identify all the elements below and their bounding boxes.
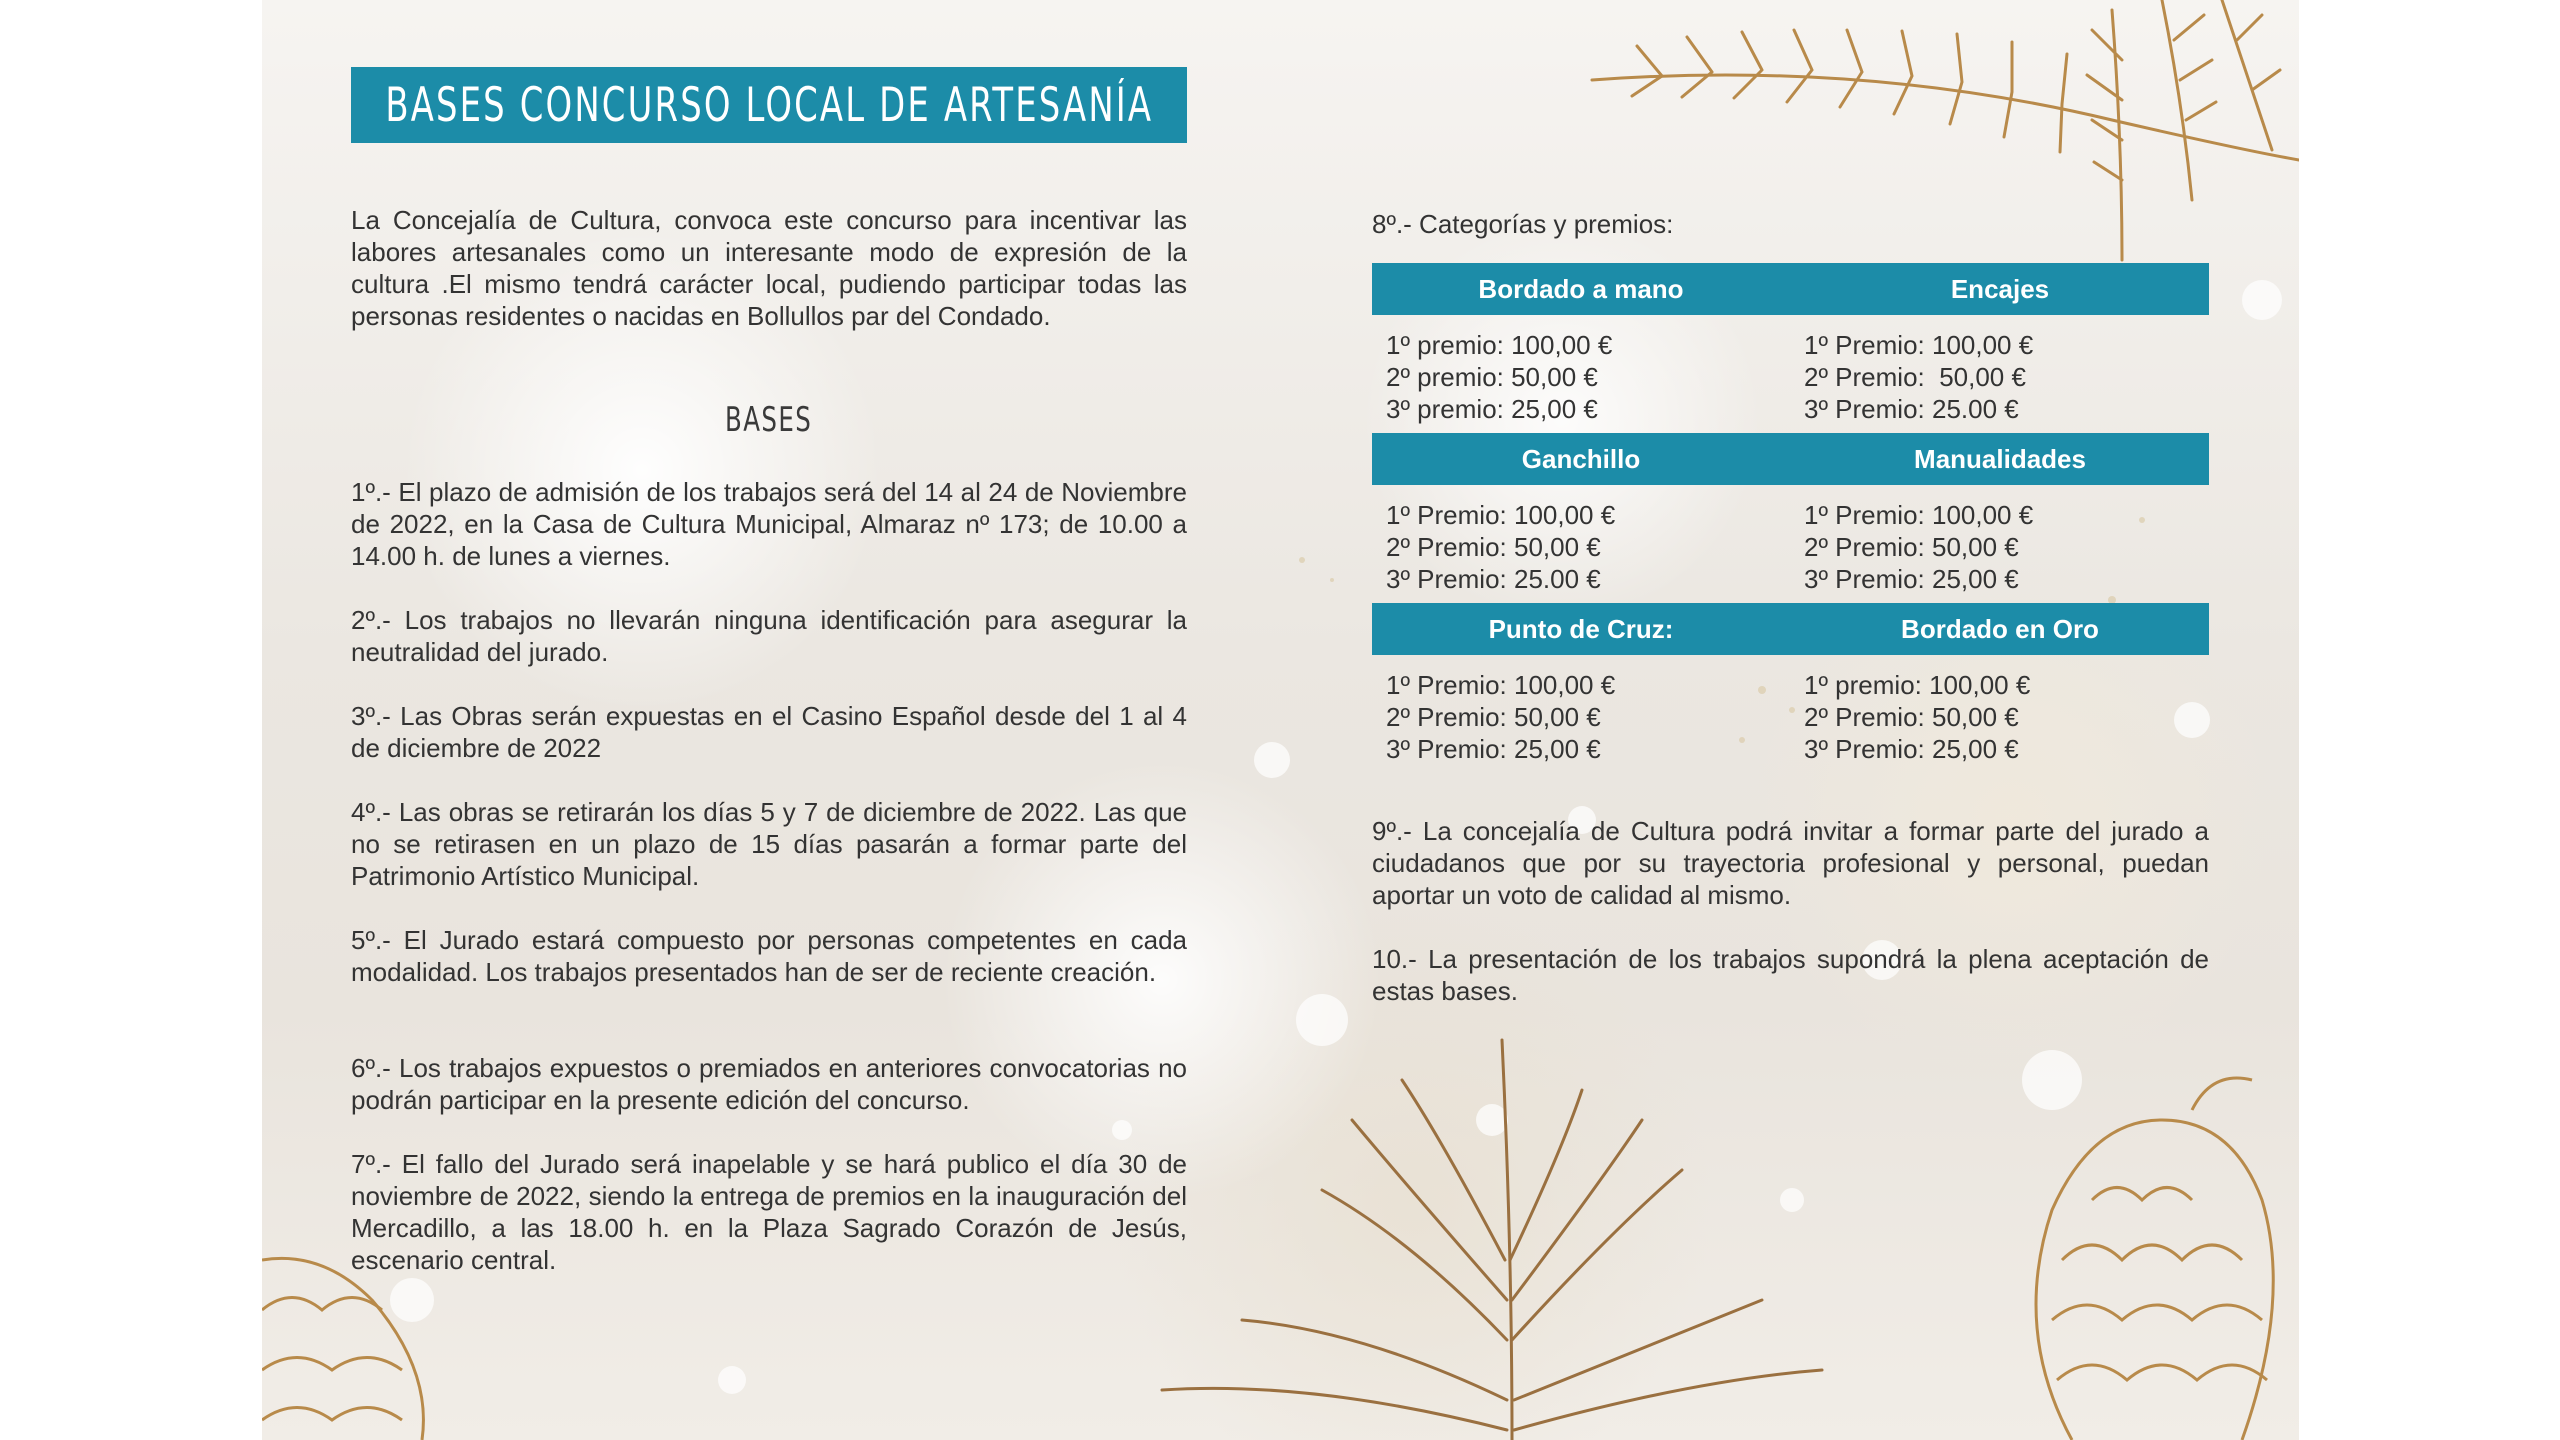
rule-item: 7º.- El fallo del Jurado será inapelable y se hará publico el día 30 de noviembre de 2022, siendo la entrega de premios en la inauguración del Mercadillo, a las 18.00 h. en la Plaza Sagrado Corazón de Jesús, escenario central. (351, 1149, 1187, 1275)
prize-line: 2º Premio: 50,00 € (1804, 532, 2019, 562)
page-title: BASES CONCURSO LOCAL DE ARTESANÍA (385, 77, 1153, 133)
prize-list (1386, 499, 1786, 595)
category-name: Encajes (1950, 274, 2050, 304)
pine-branch-icon (1162, 1040, 1822, 1440)
category-name: Ganchillo (1521, 444, 1641, 474)
rule-item: 10.- La presentación de los trabajos supondrá la plena aceptación de estas bases. (1372, 944, 2209, 1006)
prize-line: 1º Premio: 100,00 € (1386, 670, 1616, 700)
category-name: Punto de Cruz: (1488, 614, 1674, 644)
rule-item: 2º.- Los trabajos no llevarán ninguna identificación para asegurar la neutralidad del jurado. (351, 605, 1187, 667)
rule-item: 9º.- La concejalía de Cultura podrá invitar a formar parte del jurado a ciudadanos que por su trayectoria profesional y personal, puedan aportar un voto de calidad al mismo. (1372, 816, 2209, 910)
bases-heading (351, 400, 1187, 440)
prize-line: 3º premio: 25,00 € (1386, 394, 1598, 424)
prize-line: 1º premio: 100,00 € (1386, 330, 1613, 360)
category-header-row (1372, 433, 2209, 485)
rule-item: 5º.- El Jurado estará compuesto por personas competentes en cada modalidad. Los trabajos presentados han de ser de reciente creación. (351, 925, 1187, 987)
prize-line: 2º Premio: 50,00 € (1386, 702, 1601, 732)
prize-line: 2º Premio: 50,00 € (1804, 702, 2019, 732)
rule-item: 3º.- Las Obras serán expuestas en el Casino Español desde del 1 al 4 de diciembre de 2022 (351, 701, 1187, 763)
categories-intro: 8º.- Categorías y premios: (1372, 209, 1674, 239)
prize-line: 2º Premio: 50,00 € (1386, 532, 1601, 562)
prize-line: 1º Premio: 100,00 € (1804, 330, 2034, 360)
category-name: Bordado en Oro (1901, 614, 2099, 644)
brochure-page (262, 0, 2299, 1440)
prize-line: 2º Premio: 50,00 € (1804, 362, 2026, 392)
prize-list (1386, 669, 1786, 765)
pine-branch-icon (1592, 0, 2299, 260)
category-name: Manualidades (1914, 444, 2086, 474)
prize-line: 1º Premio: 100,00 € (1386, 500, 1616, 530)
prize-list (1804, 499, 2204, 595)
rule-item: 6º.- Los trabajos expuestos o premiados en anteriores convocatorias no podrán participar en la presente edición del concurso. (351, 1053, 1187, 1115)
prize-line: 3º Premio: 25,00 € (1804, 564, 2019, 594)
prize-line: 3º Premio: 25,00 € (1386, 734, 1601, 764)
category-header-row (1372, 263, 2209, 315)
prize-line: 1º premio: 100,00 € (1804, 670, 2031, 700)
rule-item: 4º.- Las obras se retirarán los días 5 y 7 de diciembre de 2022. Las que no se retirasen en un plazo de 15 días pasarán a formar parte del Patrimonio Artístico Municipal. (351, 797, 1187, 891)
bases-heading-text: BASES (725, 400, 813, 440)
rule-item: 1º.- El plazo de admisión de los trabajos será del 14 al 24 de Noviembre de 2022, en la Casa de Cultura Municipal, Almaraz nº 173; de 10.00 a 14.00 h. de lunes a viernes. (351, 477, 1187, 571)
prize-line: 3º Premio: 25,00 € (1804, 734, 2019, 764)
prize-list (1386, 329, 1786, 425)
prize-line: 3º Premio: 25.00 € (1386, 564, 1601, 594)
pine-cone-icon (2036, 1078, 2273, 1440)
prize-line: 2º premio: 50,00 € (1386, 362, 1598, 392)
intro-paragraph: La Concejalía de Cultura, convoca este concurso para incentivar las labores artesanales como un interesante modo de expresión de la cultura .El mismo tendrá carácter local, pudiendo participar todas las personas residentes o nacidas en Bollullos par del Condado. (351, 205, 1187, 331)
prize-list (1804, 669, 2204, 765)
prize-line: 1º Premio: 100,00 € (1804, 500, 2034, 530)
prize-list (1804, 329, 2204, 425)
category-header-row (1372, 603, 2209, 655)
title-banner (351, 67, 1187, 143)
prize-line: 3º Premio: 25.00 € (1804, 394, 2019, 424)
category-name: Bordado a mano (1478, 274, 1684, 304)
